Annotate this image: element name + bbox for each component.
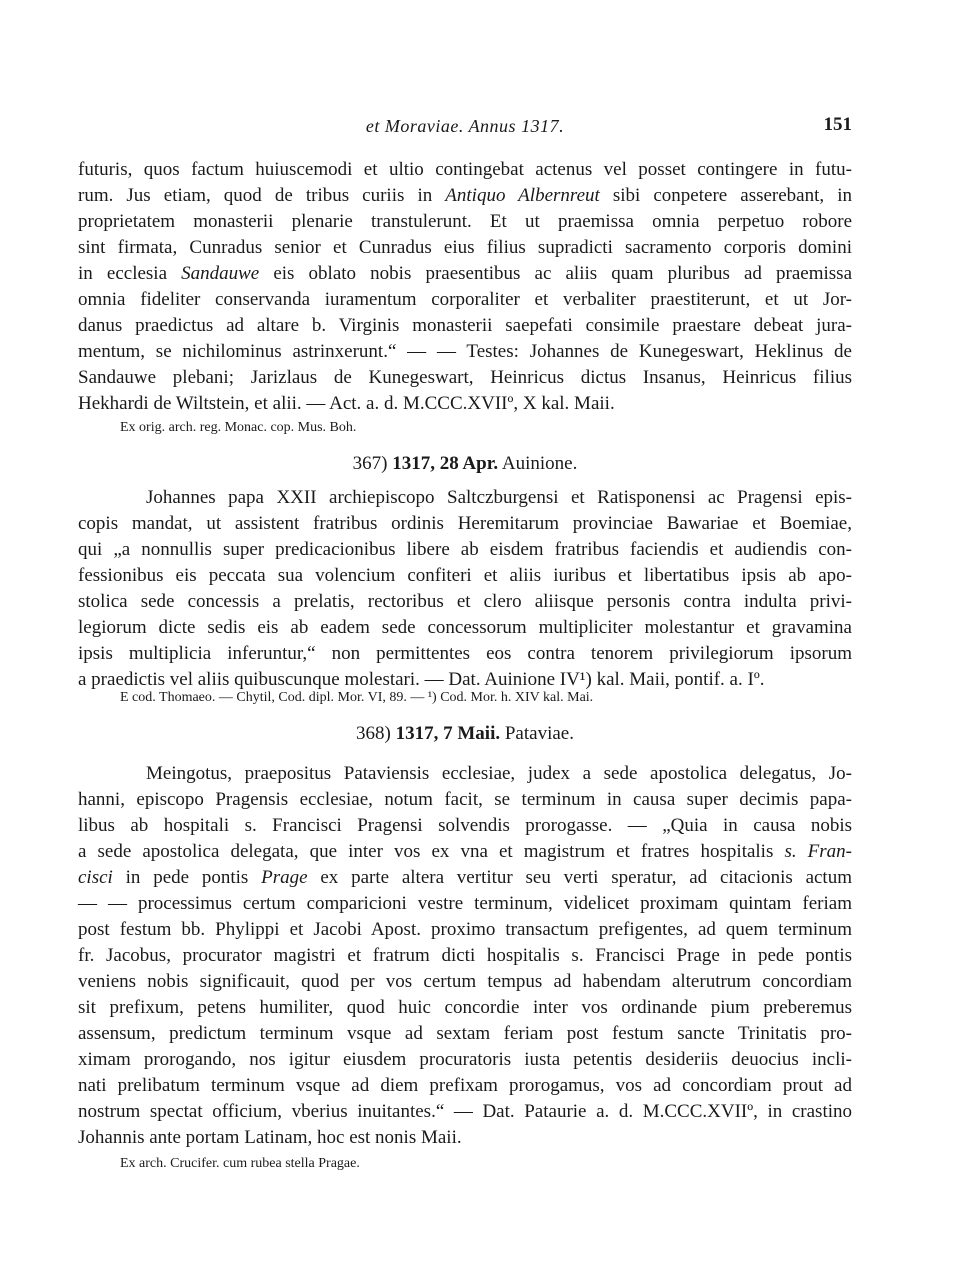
text-line: rum. Jus etiam, quod de tribus curiis in Antiquo Albernreut sibi conpetere asserebant, in <box>78 185 852 206</box>
source-note: Ex orig. arch. reg. Monac. cop. Mus. Boh. <box>120 420 357 435</box>
running-head <box>78 112 852 142</box>
text-line: hanni, episcopo Pragensis ecclesiae, notum facit, se terminum in causa super decimis papa- <box>78 789 852 810</box>
text-line: legiorum dicte sedis eis ab eadem sede concessorum multipliciter molestantur et gravamina <box>78 617 852 638</box>
page-number: 151 <box>823 114 852 135</box>
text-line: Johannis ante portam Latinam, hoc est nonis Maii. <box>78 1127 462 1148</box>
text-line: nati prelibatum terminum vsque ad diem prefixam prorogamus, vos ad concordiam prout ad <box>78 1075 852 1096</box>
text-line: veniens nobis significauit, quod per vos certum tempus ad habendam alterutrum concordiam <box>78 971 852 992</box>
place-name: Antiquo Albernreut <box>445 185 600 206</box>
text-line: Johannes papa XXII archiepiscopo Saltczburgensi et Ratisponensi ac Pragensi epis- <box>146 487 852 508</box>
text-line: omnia fideliter conservanda iuramentum corporaliter et verbaliter praestiterunt, et ut Jor- <box>78 289 852 310</box>
document-date: 1317, 7 Maii. <box>395 723 501 744</box>
text-line: Sandauwe plebani; Jarizlaus de Kunegeswart, Heinricus dictus Insanus, Heinricus filius <box>78 367 852 388</box>
document-date: 1317, 28 Apr. <box>392 453 499 474</box>
text-line: sint firmata, Cunradus senior et Cunradus eius filius supradicti sacramento corporis domini <box>78 237 852 258</box>
text-line: mentum, se nichilominus astrinxerunt.“ — — Testes: Johannes de Kunegeswart, Heklinus de <box>78 341 852 362</box>
document-place: Pataviae. <box>500 723 574 744</box>
place-name: Prage <box>261 867 308 888</box>
document-place: Auinione. <box>498 453 578 474</box>
text-line: sit prefixum, petens humiliter, quod huic concordie inter vos ordinande pium preberemus <box>78 997 852 1018</box>
text-line: nostrum spectat officium, vberius inuitantes.“ — Dat. Pataurie a. d. M.CCC.XVIIº, in crastino <box>78 1101 852 1122</box>
source-note: E cod. Thomaeo. — Chytil, Cod. dipl. Mor. VI, 89. — ¹) Cod. Mor. h. XIV kal. Mai. <box>120 690 594 705</box>
document-number: 368) <box>356 723 396 744</box>
text-line: in ecclesia Sandauwe eis oblato nobis praesentibus ac aliis quam pluribus ad praemissa <box>78 263 852 284</box>
place-name: Sandauwe <box>181 263 260 284</box>
text-line: — — processimus certum comparicioni vestre terminum, videlicet proximam quintam feriam <box>78 893 852 914</box>
text-line: post festum bb. Phylippi et Jacobi Apost. proximo transactum prefigentes, ad quem terminum <box>78 919 852 940</box>
text-line: a sede apostolica delegata, que inter vos ex vna et magistrum et fratres hospitalis s. Fran- <box>78 841 852 862</box>
text-line: qui „a nonnullis super predicacionibus libere ab eisdem fratribus faciendis et audiendis con- <box>78 539 852 560</box>
text-line: copis mandat, ut assistent fratribus ordinis Heremitarum provinciae Bawariae et Boemiae, <box>78 513 852 534</box>
text-line: futuris, quos factum huiuscemodi et ultio contingebat actenus vel posset contingere in futu- <box>78 159 852 180</box>
text-line: ipsis multiplicia inferuntur,“ non permittentes eos contra tenorem privilegiorum ipsorum <box>78 643 852 664</box>
text-line: ximam prorogando, nos igitur eiusdem procuratoris iusta petentis desideriis deuocius incli- <box>78 1049 852 1070</box>
text-line: fessionibus eis peccata sua volencium confiteri et aliis iuribus et libertatibus ipsis ab apo- <box>78 565 852 586</box>
text-line: cisci in pede pontis Prage ex parte altera vertitur seu verti speratur, ad citacionis actum <box>78 867 852 888</box>
text-line: stolica sede concessis a prelatis, rectoribus et clero aliisque personis contra indulta privi- <box>78 591 852 612</box>
text-line: a praedictis vel aliis quibuscunque molestari. — Dat. Auinione IV¹) kal. Maii, pontif. a. Iº. <box>78 669 765 690</box>
text-line: Meingotus, praepositus Pataviensis ecclesiae, judex a sede apostolica delegatus, Jo- <box>146 763 852 784</box>
text-line: danus praedictus ad altare b. Virginis monasterii saepefati consimile praestare debeat jura- <box>78 315 852 336</box>
text-line: Hekhardi de Wiltstein, et alii. — Act. a. d. M.CCC.XVIIº, X kal. Maii. <box>78 393 615 414</box>
document-heading <box>78 722 852 746</box>
text-line: proprietatem monasterii plenarie transtulerunt. Et ut praemissa omnia perpetuo robore <box>78 211 852 232</box>
document-number: 367) <box>352 453 393 474</box>
text-line: libus ab hospitali s. Francisci Pragensi solvendis prorogasse. — „Quia in causa nobis <box>78 815 852 836</box>
source-note: Ex arch. Crucifer. cum rubea stella Pragae. <box>120 1156 360 1171</box>
running-title: et Moraviae. Annus 1317. <box>365 116 565 136</box>
text-line: assensum, predictum terminum vsque ad sextam feriam post festum sancte Trinitatis pro- <box>78 1023 852 1044</box>
text-line: fr. Jacobus, procurator magistri et fratrum dicti hospitalis s. Francisci Prage in pede pontis <box>78 945 852 966</box>
document-heading <box>78 452 852 476</box>
